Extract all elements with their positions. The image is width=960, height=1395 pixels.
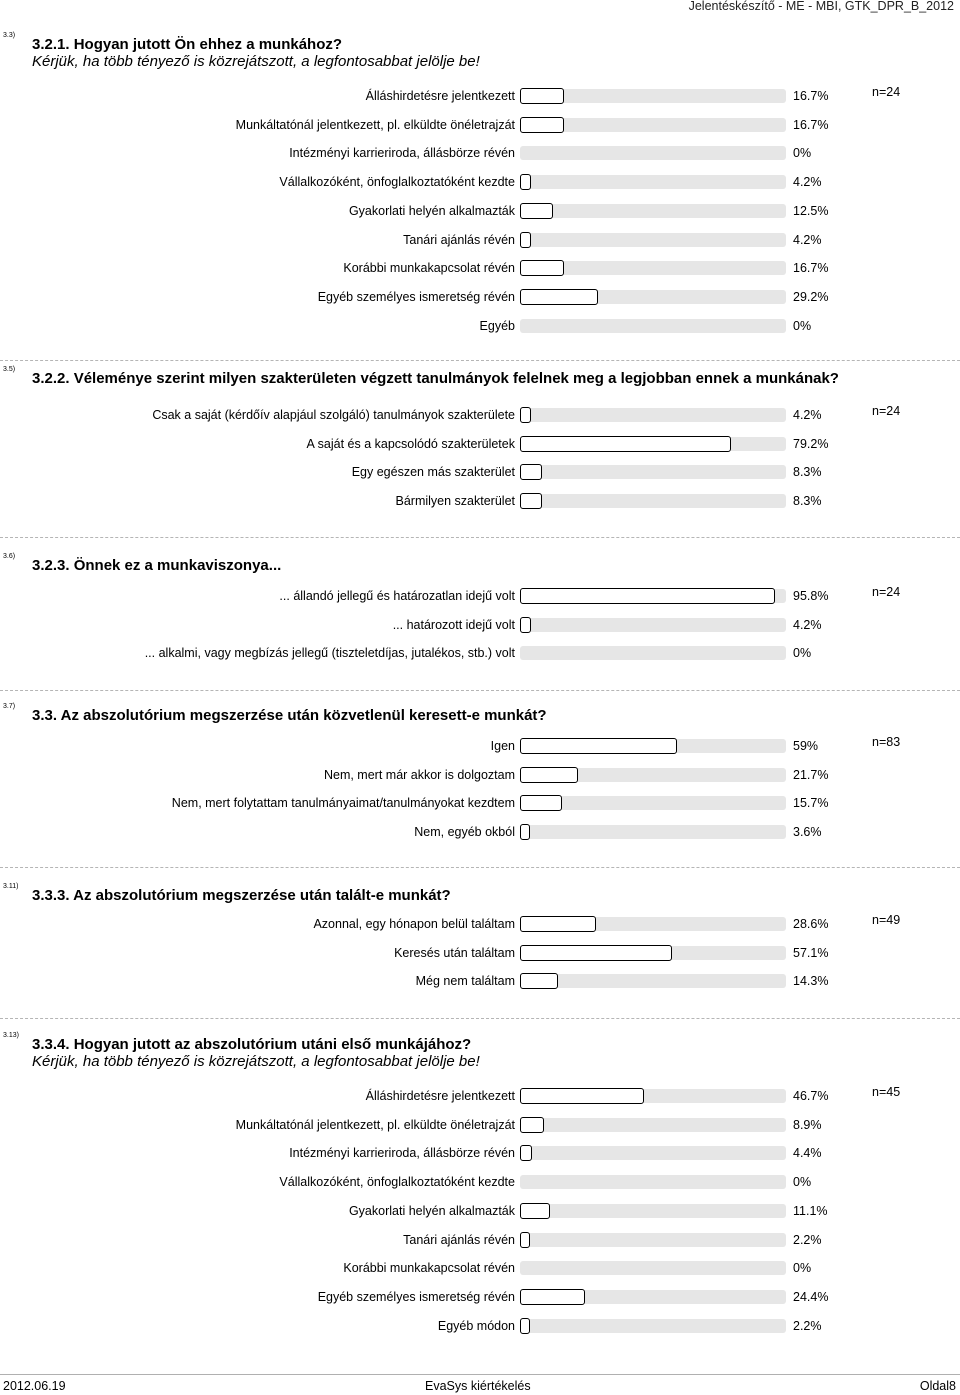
bar-track [520, 589, 786, 603]
percentage-bar [520, 1088, 644, 1104]
answer-label: Egyéb személyes ismeretség révén [317, 289, 515, 304]
percentage-value: 0% [793, 1175, 812, 1190]
answer-row [0, 1259, 960, 1279]
question-title-block [32, 887, 451, 904]
percentage-value: 4.2% [793, 175, 822, 190]
percentage-bar [520, 1232, 530, 1248]
answer-row [0, 972, 960, 992]
question-number: 3.3) [3, 32, 16, 39]
percentage-bar [520, 916, 596, 932]
bar-track [520, 1319, 786, 1333]
answer-row [0, 1173, 960, 1193]
answer-row [0, 87, 960, 107]
percentage-value: 28.6% [793, 917, 829, 931]
question-number: 3.6) [3, 553, 16, 560]
percentage-value: 0% [793, 646, 812, 661]
percentage-value: 8.9% [793, 1117, 822, 1132]
answer-label: Vállalkozóként, önfoglalkoztatóként kezdte [279, 1175, 515, 1190]
percentage-value: 0% [793, 318, 812, 333]
percentage-bar [520, 289, 598, 305]
bar-track [520, 796, 786, 810]
percentage-bar [520, 203, 553, 219]
bar-track [520, 1204, 786, 1218]
footer-date: 2012.06.19 [3, 1379, 66, 1393]
bar-track [520, 1290, 786, 1304]
section-divider [0, 1018, 960, 1019]
percentage-value: 3.6% [793, 825, 822, 840]
percentage-value: 24.4% [793, 1289, 829, 1304]
percentage-bar [520, 493, 542, 509]
percentage-bar [520, 1203, 550, 1219]
answer-row [0, 492, 960, 512]
answer-label: Egyéb módon [437, 1318, 515, 1333]
answer-label: Nem, mert folytattam tanulmányaimat/tanulmányokat kezdtem [171, 796, 515, 811]
percentage-bar [520, 117, 564, 133]
answer-row [0, 766, 960, 786]
answer-row [0, 1288, 960, 1308]
percentage-value: 2.2% [793, 1318, 822, 1333]
percentage-value: 29.2% [793, 289, 829, 304]
answer-row [0, 1317, 960, 1337]
bar-track [520, 261, 786, 275]
percentage-bar [520, 738, 677, 754]
question-number: 3.7) [3, 703, 16, 710]
percentage-value: 57.1% [793, 945, 829, 960]
answer-label: Tanári ajánlás révén [403, 1232, 515, 1247]
question-title-block [32, 557, 281, 574]
answer-label: Tanári ajánlás révén [403, 232, 515, 247]
bar-track [520, 437, 786, 451]
question-title-block [32, 1036, 480, 1070]
answer-row [0, 1116, 960, 1136]
question-title: 3.2.1. Hogyan jutott Ön ehhez a munkához? [32, 36, 343, 53]
percentage-value: 0% [793, 146, 812, 161]
bar-track [520, 233, 786, 247]
percentage-value: 21.7% [793, 767, 829, 782]
percentage-bar [520, 824, 530, 840]
question-number: 3.5) [3, 366, 16, 373]
bar-track [520, 618, 786, 632]
bar-track [520, 974, 786, 988]
bar-track [520, 204, 786, 218]
percentage-value: 8.3% [793, 494, 822, 509]
answer-row [0, 259, 960, 279]
percentage-value: 95.8% [793, 589, 829, 603]
percentage-value: 16.7% [793, 261, 829, 276]
answer-row [0, 202, 960, 222]
answer-row [0, 288, 960, 308]
percentage-bar [520, 1145, 532, 1161]
percentage-bar [520, 464, 542, 480]
percentage-value: 4.2% [793, 408, 822, 422]
bar-track [520, 1118, 786, 1132]
answer-row [0, 1202, 960, 1222]
answer-row [0, 231, 960, 251]
percentage-bar [520, 945, 672, 961]
answer-label: Álláshirdetésre jelentkezett [365, 1089, 515, 1103]
percentage-bar [520, 767, 578, 783]
answer-row [0, 317, 960, 337]
bar-track [520, 768, 786, 782]
percentage-bar [520, 260, 564, 276]
response-count: n=24 [872, 585, 901, 599]
percentage-bar [520, 407, 531, 423]
answer-label: Korábbi munkakapcsolat révén [343, 1261, 515, 1276]
footer-page: Oldal8 [919, 1379, 956, 1393]
percentage-value: 14.3% [793, 974, 829, 989]
percentage-value: 16.7% [793, 89, 829, 103]
answer-row [0, 406, 960, 426]
percentage-value: 4.2% [793, 232, 822, 247]
bar-track [520, 290, 786, 304]
question-number: 3.13) [3, 1032, 19, 1039]
percentage-bar [520, 88, 564, 104]
answer-row [0, 737, 960, 757]
question-number: 3.11) [3, 883, 19, 890]
answer-row [0, 587, 960, 607]
question-title: 3.3.3. Az abszolutórium megszerzése után talált-e munkát? [32, 887, 451, 904]
bar-track [520, 494, 786, 508]
answer-label: Egyéb [479, 318, 515, 333]
answer-label: Egy egészen más szakterület [351, 465, 515, 480]
footer-divider [0, 1374, 960, 1375]
answer-row [0, 823, 960, 843]
answer-label: A saját és a kapcsolódó szakterületek [306, 436, 515, 451]
section-divider [0, 690, 960, 691]
bar-track [520, 319, 786, 333]
answer-row [0, 616, 960, 636]
question-title: 3.2.2. Véleménye szerint milyen szakterületen végzett tanulmányok felelnek meg a legjobban ennek a munkának? [32, 370, 839, 387]
section-divider [0, 360, 960, 361]
answer-row [0, 173, 960, 193]
answer-label: Munkáltatónál jelentkezett, pl. elküldte önéletrajzát [235, 1117, 515, 1132]
answer-label: Bármilyen szakterület [395, 494, 515, 509]
footer-center: EvaSys kiértékelés [425, 1379, 531, 1393]
percentage-value: 46.7% [793, 1089, 829, 1103]
answer-label: Intézményi karrieriroda, állásbörze révén [289, 146, 515, 161]
bar-track [520, 739, 786, 753]
bar-track [520, 118, 786, 132]
bar-track [520, 146, 786, 160]
answer-label: Egyéb személyes ismeretség révén [317, 1289, 515, 1304]
answer-label: Azonnal, egy hónapon belül találtam [313, 917, 515, 931]
bar-track [520, 175, 786, 189]
answer-label: Még nem találtam [415, 974, 515, 989]
bar-track [520, 1089, 786, 1103]
question-title: 3.3.4. Hogyan jutott az abszolutórium utáni első munkájához? [32, 1036, 472, 1053]
bar-track [520, 1233, 786, 1247]
answer-row [0, 435, 960, 455]
bar-track [520, 917, 786, 931]
percentage-value: 12.5% [793, 203, 829, 218]
answer-label: Gyakorlati helyén alkalmazták [348, 1203, 515, 1218]
percentage-value: 4.2% [793, 617, 822, 632]
answer-row [0, 144, 960, 164]
percentage-bar [520, 436, 731, 452]
percentage-value: 11.1% [793, 1203, 828, 1218]
answer-label: Nem, mert már akkor is dolgoztam [323, 767, 515, 782]
answer-label: ... határozott idejű volt [392, 617, 515, 632]
percentage-value: 4.4% [793, 1146, 822, 1161]
question-title: 3.3. Az abszolutórium megszerzése után közvetlenül keresett-e munkát? [32, 707, 547, 724]
answer-label: ... alkalmi, vagy megbízás jellegű (tiszteletdíjas, jutalékos, stb.) volt [144, 646, 515, 661]
percentage-value: 16.7% [793, 117, 829, 132]
question-title-block [32, 370, 839, 387]
response-count: n=83 [872, 735, 901, 749]
bar-track [520, 465, 786, 479]
answer-label: Vállalkozóként, önfoglalkoztatóként kezdte [279, 175, 515, 190]
answer-row [0, 944, 960, 964]
percentage-bar [520, 795, 562, 811]
answer-row [0, 1144, 960, 1164]
percentage-bar [520, 1289, 585, 1305]
question-title-block [32, 36, 480, 70]
answer-label: Nem, egyéb okból [414, 825, 515, 840]
percentage-bar [520, 232, 531, 248]
bar-track [520, 408, 786, 422]
bar-track [520, 1146, 786, 1160]
answer-row [0, 794, 960, 814]
bar-track [520, 1175, 786, 1189]
percentage-bar [520, 973, 558, 989]
percentage-value: 15.7% [793, 796, 829, 811]
answer-row [0, 463, 960, 483]
question-subtitle: Kérjük, ha több tényező is közrejátszott, a legfontosabbat jelölje be! [32, 53, 480, 70]
percentage-bar [520, 588, 775, 604]
answer-label: Csak a saját (kérdőív alapjául szolgáló) tanulmányok szakterülete [152, 408, 515, 422]
percentage-value: 8.3% [793, 465, 822, 480]
answer-label: Korábbi munkakapcsolat révén [343, 261, 515, 276]
percentage-value: 0% [793, 1261, 812, 1276]
section-divider [0, 867, 960, 868]
answer-label: Gyakorlati helyén alkalmazták [348, 203, 515, 218]
answer-label: Igen [490, 739, 515, 753]
section-divider [0, 537, 960, 538]
percentage-value: 59% [793, 739, 819, 753]
response-count: n=24 [872, 404, 901, 418]
report-header: Jelentéskészítő - ME - MBI, GTK_DPR_B_2012 [688, 0, 954, 13]
response-count: n=49 [872, 913, 901, 927]
answer-row [0, 116, 960, 136]
answer-label: Munkáltatónál jelentkezett, pl. elküldte önéletrajzát [235, 117, 515, 132]
question-title: 3.2.3. Önnek ez a munkaviszonya... [32, 557, 282, 574]
bar-track [520, 825, 786, 839]
answer-row [0, 1087, 960, 1107]
percentage-value: 79.2% [793, 436, 829, 451]
answer-row [0, 915, 960, 935]
bar-track [520, 946, 786, 960]
response-count: n=45 [872, 1085, 901, 1099]
answer-row [0, 644, 960, 664]
percentage-bar [520, 1318, 530, 1334]
bar-track [520, 1261, 786, 1275]
question-subtitle: Kérjük, ha több tényező is közrejátszott, a legfontosabbat jelölje be! [32, 1053, 480, 1070]
bar-track [520, 89, 786, 103]
percentage-value: 2.2% [793, 1232, 822, 1247]
answer-label: ... állandó jellegű és határozatlan idejű volt [279, 589, 515, 603]
percentage-bar [520, 174, 531, 190]
percentage-bar [520, 617, 531, 633]
answer-label: Intézményi karrieriroda, állásbörze révén [289, 1146, 515, 1161]
percentage-bar [520, 1117, 544, 1133]
response-count: n=24 [872, 85, 901, 99]
question-title-block [32, 707, 547, 724]
bar-track [520, 646, 786, 660]
answer-row [0, 1231, 960, 1251]
answer-label: Álláshirdetésre jelentkezett [365, 89, 515, 103]
answer-label: Keresés után találtam [394, 945, 515, 960]
